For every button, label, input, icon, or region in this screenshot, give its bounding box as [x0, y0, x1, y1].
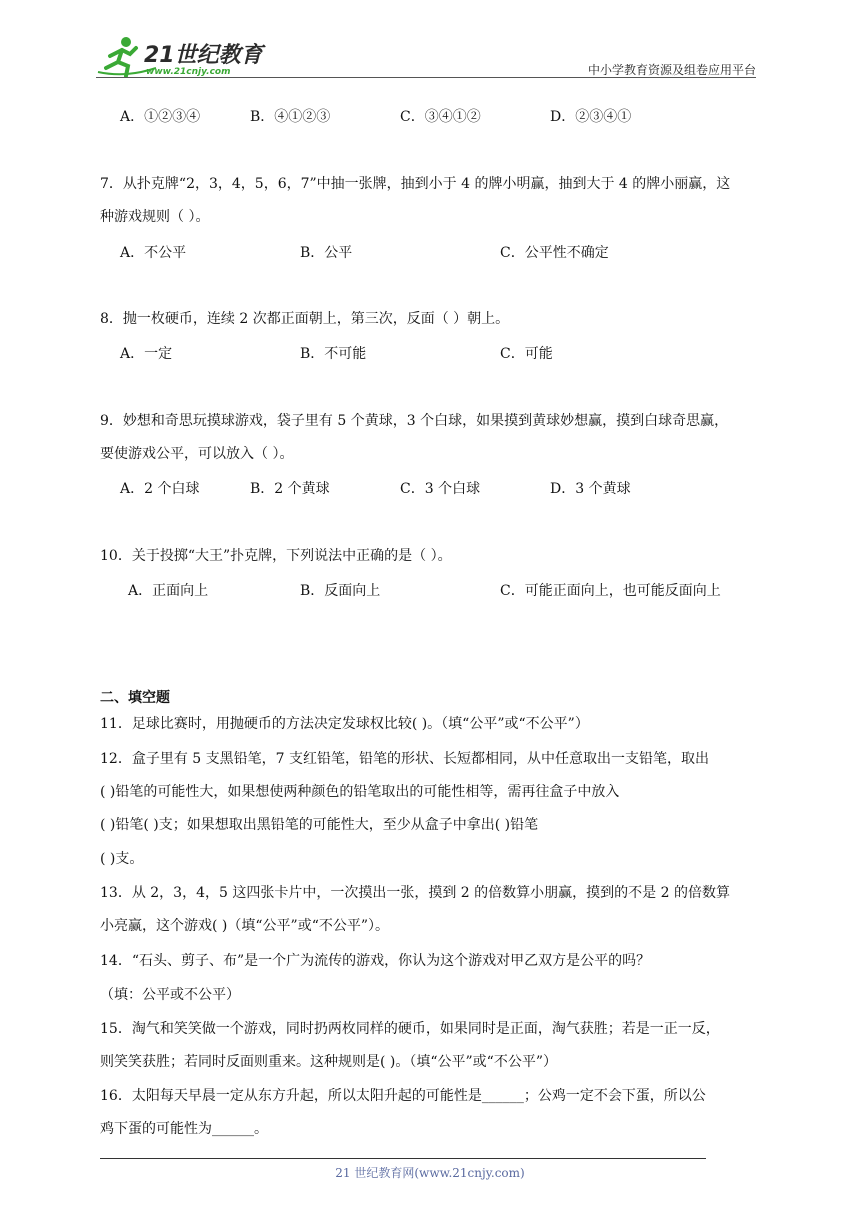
q10-option-b: B．反面向上: [300, 583, 381, 599]
q16-text-line2: 鸡下蛋的可能性为______。: [100, 1121, 268, 1137]
q12-text-line1: 12．盒子里有 5 支黑铅笔，7 支红铅笔，铅笔的形状、长短都相同，从中任意取出一支铅笔，取出: [100, 751, 709, 767]
q9-option-b: B．2 个黄球: [250, 481, 330, 497]
q12-text-line3: ( )铅笔( )支；如果想取出黑铅笔的可能性大，至少从盒子中拿出( )铅笔: [100, 817, 539, 833]
q8-option-c: C．可能: [500, 346, 553, 362]
q9-option-c: C．3 个白球: [400, 481, 481, 497]
q6-option-c: C．③④①②: [400, 109, 481, 125]
header-platform-text: 中小学教育资源及组卷应用平台: [587, 63, 756, 77]
q7-option-a: A．不公平: [120, 245, 187, 261]
header-divider: [96, 77, 756, 78]
q6-option-b: B．④①②③: [250, 109, 331, 125]
q14-text-line2: （填：公平或不公平）: [100, 987, 240, 1003]
q6-option-a: A．①②③④: [120, 109, 201, 125]
q10-option-a: A．正面向上: [128, 583, 209, 599]
q8-text: 8．抛一枚硬币，连续 2 次都正面朝上，第三次，反面（ ）朝上。: [100, 311, 510, 327]
q15-text-line2: 则笑笑获胜；若同时反面则重来。这种规则是( )。（填“公平”或“不公平”）: [100, 1054, 558, 1070]
q9-text-line2: 要使游戏公平，可以放入（ ）。: [100, 446, 294, 462]
q8-option-b: B．不可能: [300, 346, 367, 362]
q13-text-line1: 13．从 2，3，4，5 这四张卡片中，一次摸出一张，摸到 2 的倍数算小朋赢，摸到的不是 2 的倍数算: [100, 885, 730, 901]
q6-option-d: D．②③④①: [550, 109, 632, 125]
q12-text-line2: ( )铅笔的可能性大，如果想使两种颜色的铅笔取出的可能性相等，需再往盒子中放入: [100, 784, 620, 800]
q9-text-line1: 9．妙想和奇思玩摸球游戏，袋子里有 5 个黄球，3 个白球，如果摸到黄球妙想赢，摸到白球奇思赢，: [100, 413, 729, 429]
footer-site-link[interactable]: 21 世纪教育网(www.21cnjy.com): [335, 1166, 525, 1180]
q9-option-d: D．3 个黄球: [550, 481, 631, 497]
q10-text: 10．关于投掷“大王”扑克牌，下列说法中正确的是（ ）。: [100, 548, 452, 564]
q10-option-c: C．可能正面向上，也可能反面向上: [500, 583, 721, 599]
logo-wordmark: 21世纪教育: [144, 43, 263, 68]
site-logo: [96, 34, 266, 78]
q12-text-line4: ( )支。: [100, 851, 144, 867]
q7-text-line1: 7．从扑克牌“2，3，4，5，6，7”中抽一张牌，抽到小于 4 的牌小明赢，抽到大于 4 的牌小丽赢，这: [100, 176, 731, 192]
q7-option-c: C．公平性不确定: [500, 245, 609, 261]
q14-text-line1: 14．“石头、剪子、布”是一个广为流传的游戏，你认为这个游戏对甲乙双方是公平的吗？: [100, 953, 651, 969]
section-title-fill-blank: 二、填空题: [100, 690, 170, 706]
q15-text-line1: 15．淘气和笑笑做一个游戏，同时扔两枚同样的硬币，如果同时是正面，淘气获胜；若是一正一反，: [100, 1021, 720, 1037]
footer-divider: [100, 1158, 706, 1159]
logo-url: www.21cnjy.com: [146, 67, 231, 77]
q16-text-line1: 16．太阳每天早晨一定从东方升起，所以太阳升起的可能性是______；公鸡一定不会下蛋，所以公: [100, 1088, 706, 1104]
q7-text-line2: 种游戏规则（ ）。: [100, 209, 210, 225]
q7-option-b: B．公平: [300, 245, 353, 261]
q11-text: 11．足球比赛时，用抛硬币的方法决定发球权比较( )。（填“公平”或“不公平”）: [100, 716, 589, 732]
q8-option-a: A．一定: [120, 346, 173, 362]
q13-text-line2: 小亮赢，这个游戏( )（填“公平”或“不公平”）。: [100, 918, 390, 934]
q9-option-a: A．2 个白球: [120, 481, 200, 497]
